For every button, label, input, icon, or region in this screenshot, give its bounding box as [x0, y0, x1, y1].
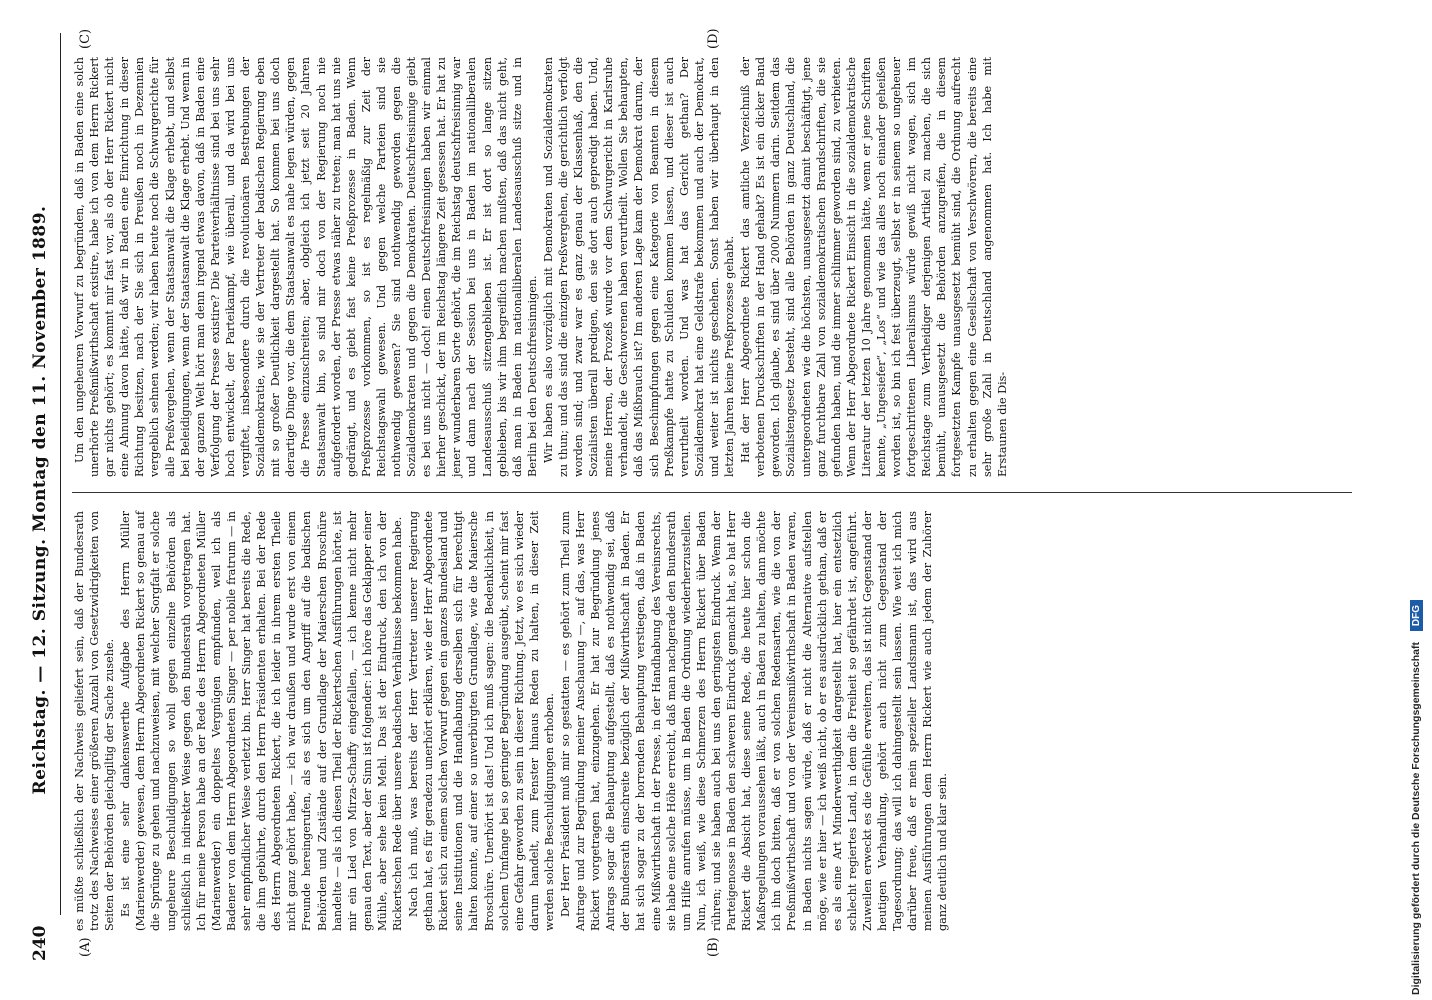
header-rule: [60, 33, 61, 915]
page-header: [16, 25, 56, 975]
paragraph: Um den ungeheuren Vorwurf zu begründen, daß in Baden eine solch unerhörte Preßmißwirthschaft existire, habe ich von dem Herrn Rickert gar nichts gehört; es kommt mir fast vor, als ob der Herr Rickert nicht eine Ahnung davon hätte, daß wir in Baden eine Einrichtung in dieser Richtung besitzen, nach der Sie sich in Preußen noch in Dezennien vergeblich sehnen werden; wir haben heute noch die Schwurgerichte für alle Preßvergehen, wenn der Staatsanwalt die Klage erhebt, und selbst bei Beleidigungen, wenn der Staatsanwalt die Klage erhebt. Und wenn in der ganzen Welt hört man denn irgend etwas davon, daß in Baden eine Verfolgung der Presse existire? Die Parteiverhältnisse sind bei uns sehr hoch entwickelt, der Parteikampf, wie überall, und da wird bei uns vergiftet, insbesondere durch die revolutionären Bestrebungen der Sozialdemokratie, wie sie der Vertreter der badischen Regierung eben mit so großer Deutlichkeit dargestellt hat. So kommen bei uns doch derartige Dinge vor, die dem Staatsanwalt es nahe legen würden, gegen die Presse einzuschreiten; aber, obgleich ich jetzt seit 20 Jahren Staatsanwalt bin, so sind mir doch von der Regierung noch nie aufgefordert worden, der Presse etwas näher zu treten; man hat uns nie gedrängt, und es giebt fast keine Preßprozesse in Baden. Wenn Preßprozesse vorkommen, so ist es regelmäßig zur Zeit der Reichstagswahl gewesen. Und gegen welche Parteien sind sie nothwendig gewesen? Sie sind nothwendig geworden gegen die Sozialdemokraten und gegen die Demokraten. Deutschfreisinnige giebt es bei uns nicht — doch! einen Deutschfreisinnigen haben wir einmal hierher geschickt, der im Reichstag längere Zeit gesessen hat. Er hat zu jener wunderbaren Sorte gehört, die im Reichstag deutschfreisinnig war und dann nach der Session bei uns in Baden im nationalliberalen Landesausschuß sitzengeblieben ist. Er ist dort so lange sitzen geblieben, bis wir ihm begreiflich machen mußten, daß das nicht geht, daß man in Baden im nationalliberalen Landesausschuß sitze und in Berlin bei den Deutschfreisinnigen.: [73, 57, 539, 477]
page-number: 240: [30, 925, 50, 961]
right-text-column: [72, 57, 1011, 477]
page-title: Reichstag. — 12. Sitzung. Montag den 11. November 1889.: [30, 205, 50, 795]
margin-marker-d: (D): [706, 28, 721, 49]
paragraph: Es ist eine sehr dankenswerthe Aufgabe des Herrn Müller (Marienwerder) gewesen, dem Herrn Abgeordneten Rickert so genau auf die Sprünge zu gehen und nachzuweisen, mit welcher Sorgfalt er solche ungeheure Beschuldigungen so wohl gegen einzelne Behörden als schließlich in indirekter Weise gegen den Bundesrath vorgetragen hat. Ich für meine Person habe an der Rede des Herrn Abgeordneten Müller (Marienwerder) ein doppeltes Vergnügen empfunden, weil ich als Badener von dem Herrn Abgeordneten Singer — per nobile fratrum — in sehr empfindlicher Weise verletzt bin. Herr Singer hat bereits die Rede, die ihm gebührte, durch den Herrn Präsidenten erhalten. Bei der Rede des Herrn Abgeordneten Rickert, die ich leider in ihrem ersten Theile nicht ganz gehört habe, — ich war draußen und wurde erst von einem Freunde hereingerufen, als es sich um den Angriff auf die badischen Behörden und Zustände auf der Grundlage der Maierschen Broschüre handelte — als ich diesen Theil der Rickertschen Ausführungen hörte, ist mir ein Lied von Mirza-Schaffy eingefallen, — ich kenne nicht mehr genau den Text, aber der Sinn ist folgender: ich höre das Geklapper einer Mühle, aber sehe kein Mehl. Das ist der Eindruck, den ich von der Rickertschen Rede über unsere badischen Verhältnisse bekommen habe.: [119, 511, 404, 931]
rotated-page-content: [16, 25, 1416, 975]
digitization-credit: [1406, 0, 1432, 1000]
credit-text-wrapper: [1410, 5, 1430, 995]
margin-marker-c: (C): [78, 28, 93, 49]
dfg-logo: DFG: [1410, 600, 1423, 631]
paragraph: es müßte schließlich der Nachweis geliefert sein, daß der Bundesrath trotz des Nachweises einer größeren Anzahl von Gesetzwidrigkeiten von Seiten der Behörden gleichgiltig der Sache zusehe.: [73, 511, 117, 931]
left-text-column: [72, 511, 951, 931]
paragraph: Der Herr Präsident muß mir so gestatten — es gehört zum Theil zum Antrage und zur Begründung meiner Anschauung —, auf das, was Herr Rickert vorgetragen hat, einzugehen. Er hat zur Begründung jenes Antrags sogar die Behauptung aufgestellt, daß es nothwendig sei, daß der Bundesrath einschreite bezüglich der Mißwirthschaft in Baden. Er hat sich sogar zu der horrenden Behauptung verstiegen, daß in Baden eine Mißwirthschaft in der Presse, in der Handhabung des Vereinsrechts, sie habe eine solche Höhe erreicht, daß man nachgerade den Bundesrath um Hilfe anrufen müsse, um in Baden die Ordnung wiederherzustellen. Nun, ich weiß, wie diese Schmerzen des Herrn Rickert über Baden rühren; und sie haben auch bei uns den geringsten Eindruck. Wenn der Parteigenosse in Baden den schweren Eindruck gemacht hat, so hat Herr Rickert die Absicht hat, diese seine Rede, die heute hier schon die Maßregelungen voraussehen läßt, auch in Baden zu halten, dann möchte ich ihn doch bitten, daß er von solchen Redensarten, wie die von der Preßmißwirthschaft und von der Vereinsmißwirthschaft in Baden waren, in Baden nichts sagen würde, daß er nicht die Alternative aufstellen möge, wie er hier — ich weiß nicht, ob er es ausdrücklich gethan, daß er es als eine Art Minderwerthigkeit dargestellt hat, hier ein entsetzlich schlecht regiertes Land, in dem die Freiheit so gefährdet ist, angeführt. Zuweilen erweckt es die Gefühle erweitern, das ist nicht Gegenstand der heutigen Verhandlung, gehört auch nicht zum Gegenstand der Tagesordnung; das will ich dahingestellt sein lassen. Wie weit ich mich darüber freue, daß er mein spezieller Landsmann ist, das wird aus meinen Ausführungen dem Herrn Rickert wie auch jedem der Zuhörer ganz deutlich und klar sein.: [559, 511, 950, 931]
paragraph: Hat der Herr Abgeordnete Rickert das amtliche Verzeichniß der verbotenen Druckschriften in der Hand gehabt? Es ist ein dicker Band geworden. Ich glaube, es sind über 2000 Nummern darin. Seitdem das Sozialistengesetz besteht, sind alle Behörden in ganz Deutschland, die untergeordneten wie die höchsten, unausgesetzt damit beschäftigt, jene ganz furchtbare Zahl von sozialdemokratischen Brandschriften, die sie gefunden haben, und die immer schlimmer geworden sind, zu verbieten. Wenn der Herr Abgeordnete Rickert Einsicht in die sozialdemokratische Literatur der letzten 10 Jahre genommen hätte, wenn er jene Schriften kennte, „Ungesiefer“, „Los“ und wie das alles noch einander geheißen worden ist, so bin ich fest überzeugt, selbst er in seinem so ungeheuer fortgeschrittenen Liberalismus würde gewiß nicht wagen, sich im Reichstage zum Vertheidiger derjenigen Artikel zu machen, die sich bemüht, unausgesetzt die Behörden anzugreifen, die in diesem fortgesetzten Kampfe unausgesetzt bemüht sind, die Ordnung aufrecht zu erhalten gegen eine Gesellschaft von Verschwörern, die bereits eine sehr große Zahl in Deutschland angenommen hat. Ich habe mit Erstaunen die Dis-: [739, 57, 1009, 477]
credit-text: Digitalisierung gefördert durch die Deutsche Forschungsgemeinschaft: [1410, 642, 1422, 995]
margin-marker-a: (A): [78, 937, 93, 957]
column-divider: [72, 492, 1352, 493]
paragraph: Nach ich muß, was bereits der Herr Vertreter unserer Regierung gethan hat, es für geradezu unerhört erklären, wie der Herr Abgeordnete Rickert sich zu einem solchen Vorwurf gegen ein ganzes Bundesland und seine Institutionen und die Handhabung derselben sich für berechtigt halten konnte, auf einer so unverbürgten Grundlage, wie die Maiersche Broschüre. Unerhört ist das! Und ich muß sagen: die Bedenklichkeit, in solchem Umfange bei so geringer Begründung ausgeübt, scheint mir fast eine Gefahr geworden zu sein in dieser Richtung. Jetzt, wo es sich wieder darum handelt, zum Fenster hinaus Reden zu halten, in dieser Zeit werden solche Beschuldigungen erhoben.: [407, 511, 556, 931]
paragraph: Wir haben es also vorzüglich mit Demokraten und Sozialdemokraten zu thun; und das sind die einzigen Preßvergehen, die gerichtlich verfolgt worden sind; und zwar war es ganz genau der Klassenhaß, den die Sozialisten überall predigen, den sie dort auch gepredigt haben. Und, meine Herren, der Prozeß wurde vor dem Schwurgericht in Karlsruhe verhandelt, die Geschworenen haben verurtheilt. Wollen Sie behaupten, daß das Mißbrauch ist? Im anderen Lage kam der Demokrat darum, der sich Beschimpfungen gegen eine Kategorie von Beamten in diesem Preßkampfe hatte zu Schulden kommen lassen, und dieser ist auch verurtheilt worden. Und was hat das Gericht gethan? Der Sozialdemokrat hat eine Geldstrafe bekommen und auch der Demokrat, und weiter ist nichts geschehen. Sonst haben wir überhaupt in den letzten Jahren keine Preßprozesse gehabt.: [541, 57, 737, 477]
margin-marker-b: (B): [706, 937, 721, 957]
